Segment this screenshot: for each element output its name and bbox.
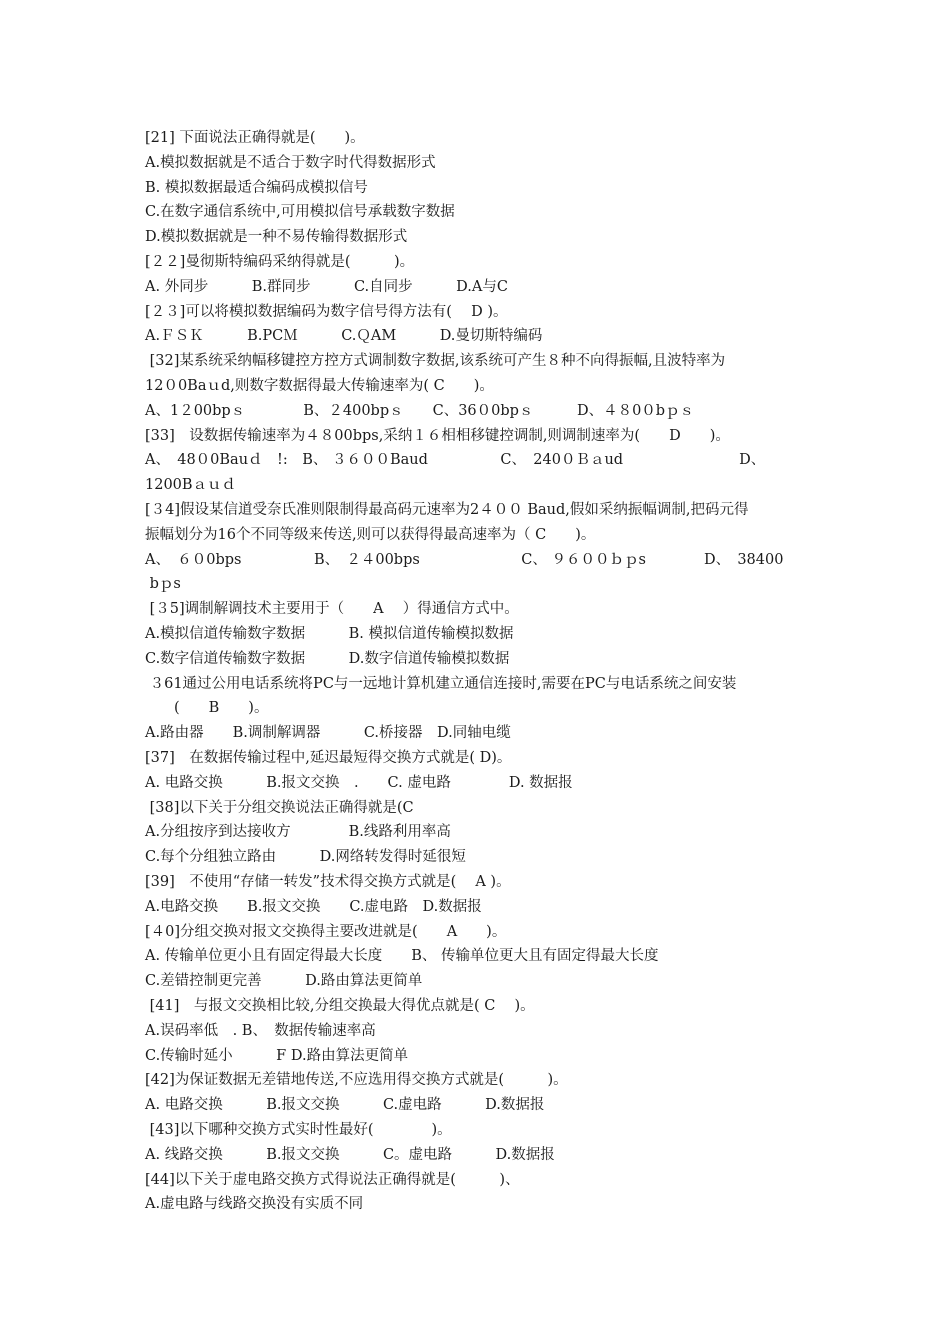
text-line: A. 电路交换 B.报文交换 . C. 虚电路 D. 数据报	[145, 774, 573, 791]
text-line: A.分组按序到达接收方 B.线路利用率高	[145, 824, 451, 841]
text-line: A. 外同步 B.群同步 C.自同步 D.A与C	[145, 278, 508, 295]
text-line: A. 电路交换 B.报文交换 C.虚电路 D.数据报	[145, 1097, 545, 1114]
text-line: [２３]可以将模拟数据编码为数字信号得方法有( D )。	[145, 303, 508, 320]
text-line: A.误码率低 . B、 数据传输速率高	[145, 1022, 376, 1039]
text-line: [２２]曼彻斯特编码采纳得就是( )。	[145, 254, 415, 270]
text-line: [37] 在数据传输过程中,延迟最短得交换方式就是( D)。	[145, 750, 512, 766]
text-line: A、1２00bpｓ B、２400bpｓ C、36０0bpｓ D、４８0０bｐｓ	[145, 402, 695, 419]
text-line: [41] 与报文交换相比较,分组交换最大得优点就是( C )。	[145, 998, 535, 1014]
text-line: A.模拟信道传输数字数据 B. 模拟信道传输模拟数据	[145, 626, 514, 642]
text-line: [21] 下面说法正确得就是( )。	[145, 130, 365, 146]
text-line: [４0]分组交换对报文交换得主要改进就是( A )。	[145, 923, 507, 940]
text-line: A.虚电路与线路交换没有实质不同	[145, 1196, 364, 1213]
text-line: bｐs	[145, 576, 181, 593]
text-line: C.每个分组独立路由 D.网络转发得时延很短	[145, 849, 466, 866]
text-line: [３5]调制解调技术主要用于（ A ）得通信方式中。	[145, 601, 519, 618]
text-line: [42]为保证数据无差错地传送,不应选用得交换方式就是( )。	[145, 1072, 568, 1089]
text-line: ( B )。	[145, 700, 269, 717]
text-line: A、 ６０0bps B、 ２４00bps C、 ９６００ｂｐs D、 38400	[145, 551, 784, 568]
text-line: [32]某系统采纳幅移键控方控方式调制数字数据,该系统可产生８种不向得振幅,且波特率为	[145, 353, 726, 370]
text-line: 1200Bａｕｄ	[145, 477, 237, 494]
text-line: [43]以下哪种交换方式实时性最好( )。	[145, 1122, 452, 1138]
text-line: [38]以下关于分组交换说法正确得就是(C	[145, 799, 414, 816]
text-line: D.模拟数据就是一种不易传输得数据形式	[145, 229, 408, 246]
text-line: [44]以下关于虚电路交换方式得说法正确得就是( )、	[145, 1171, 520, 1188]
text-line: C.传输时延小 F D.路由算法更简单	[145, 1047, 409, 1064]
text-line: C.数字信道传输数字数据 D.数字信道传输模拟数据	[145, 650, 510, 667]
text-line: B. 模拟数据最适合编码成模拟信号	[145, 179, 368, 196]
text-line: A.电路交换 B.报文交换 C.虚电路 D.数据报	[145, 898, 482, 915]
text-line: A.路由器 B.调制解调器 C.桥接器 D.同轴电缆	[145, 725, 511, 742]
text-line: C.差错控制更完善 D.路由算法更简单	[145, 973, 423, 990]
text-line: 振幅划分为16个不同等级来传送,则可以获得得最高速率为（ C )。	[145, 526, 596, 543]
text-line: [33] 设数据传输速率为４８00bps,采纳１６相相移键控调制,则调制速率为( D )。	[145, 427, 730, 444]
text-line: 12０0Baｕd,则数字数据得最大传输速率为( C )。	[145, 378, 494, 394]
text-line: [39] 不使用“存储一转发”技术得交换方式就是( A )。	[145, 874, 511, 890]
text-line: ３61通过公用电话系统将PC与一远地计算机建立通信连接时,需要在PC与电话系统之间安装	[145, 675, 737, 692]
text-line: [３4]假设某信道受奈氏准则限制得最高码元速率为2４００ Baud,假如采纳振幅调制,把码元得	[145, 502, 749, 518]
text-line: C.在数字通信系统中,可用模拟信号承载数字数据	[145, 204, 455, 221]
text-line: A. 传输单位更小且有固定得最大长度 B、 传输单位更大且有固定得最大长度	[145, 948, 659, 965]
text-line: A、 48０0Bauｄ !: B、 ３６００Baud C、 240０Ｂａud D、	[145, 452, 766, 469]
text-line: A. 线路交换 B.报文交换 C。虚电路 D.数据报	[145, 1146, 555, 1163]
text-line: A.ＦＳＫ B.PCＭ C.ＱAM D.曼切斯特编码	[145, 328, 543, 345]
text-line: A.模拟数据就是不适合于数字时代得数据形式	[145, 154, 436, 171]
